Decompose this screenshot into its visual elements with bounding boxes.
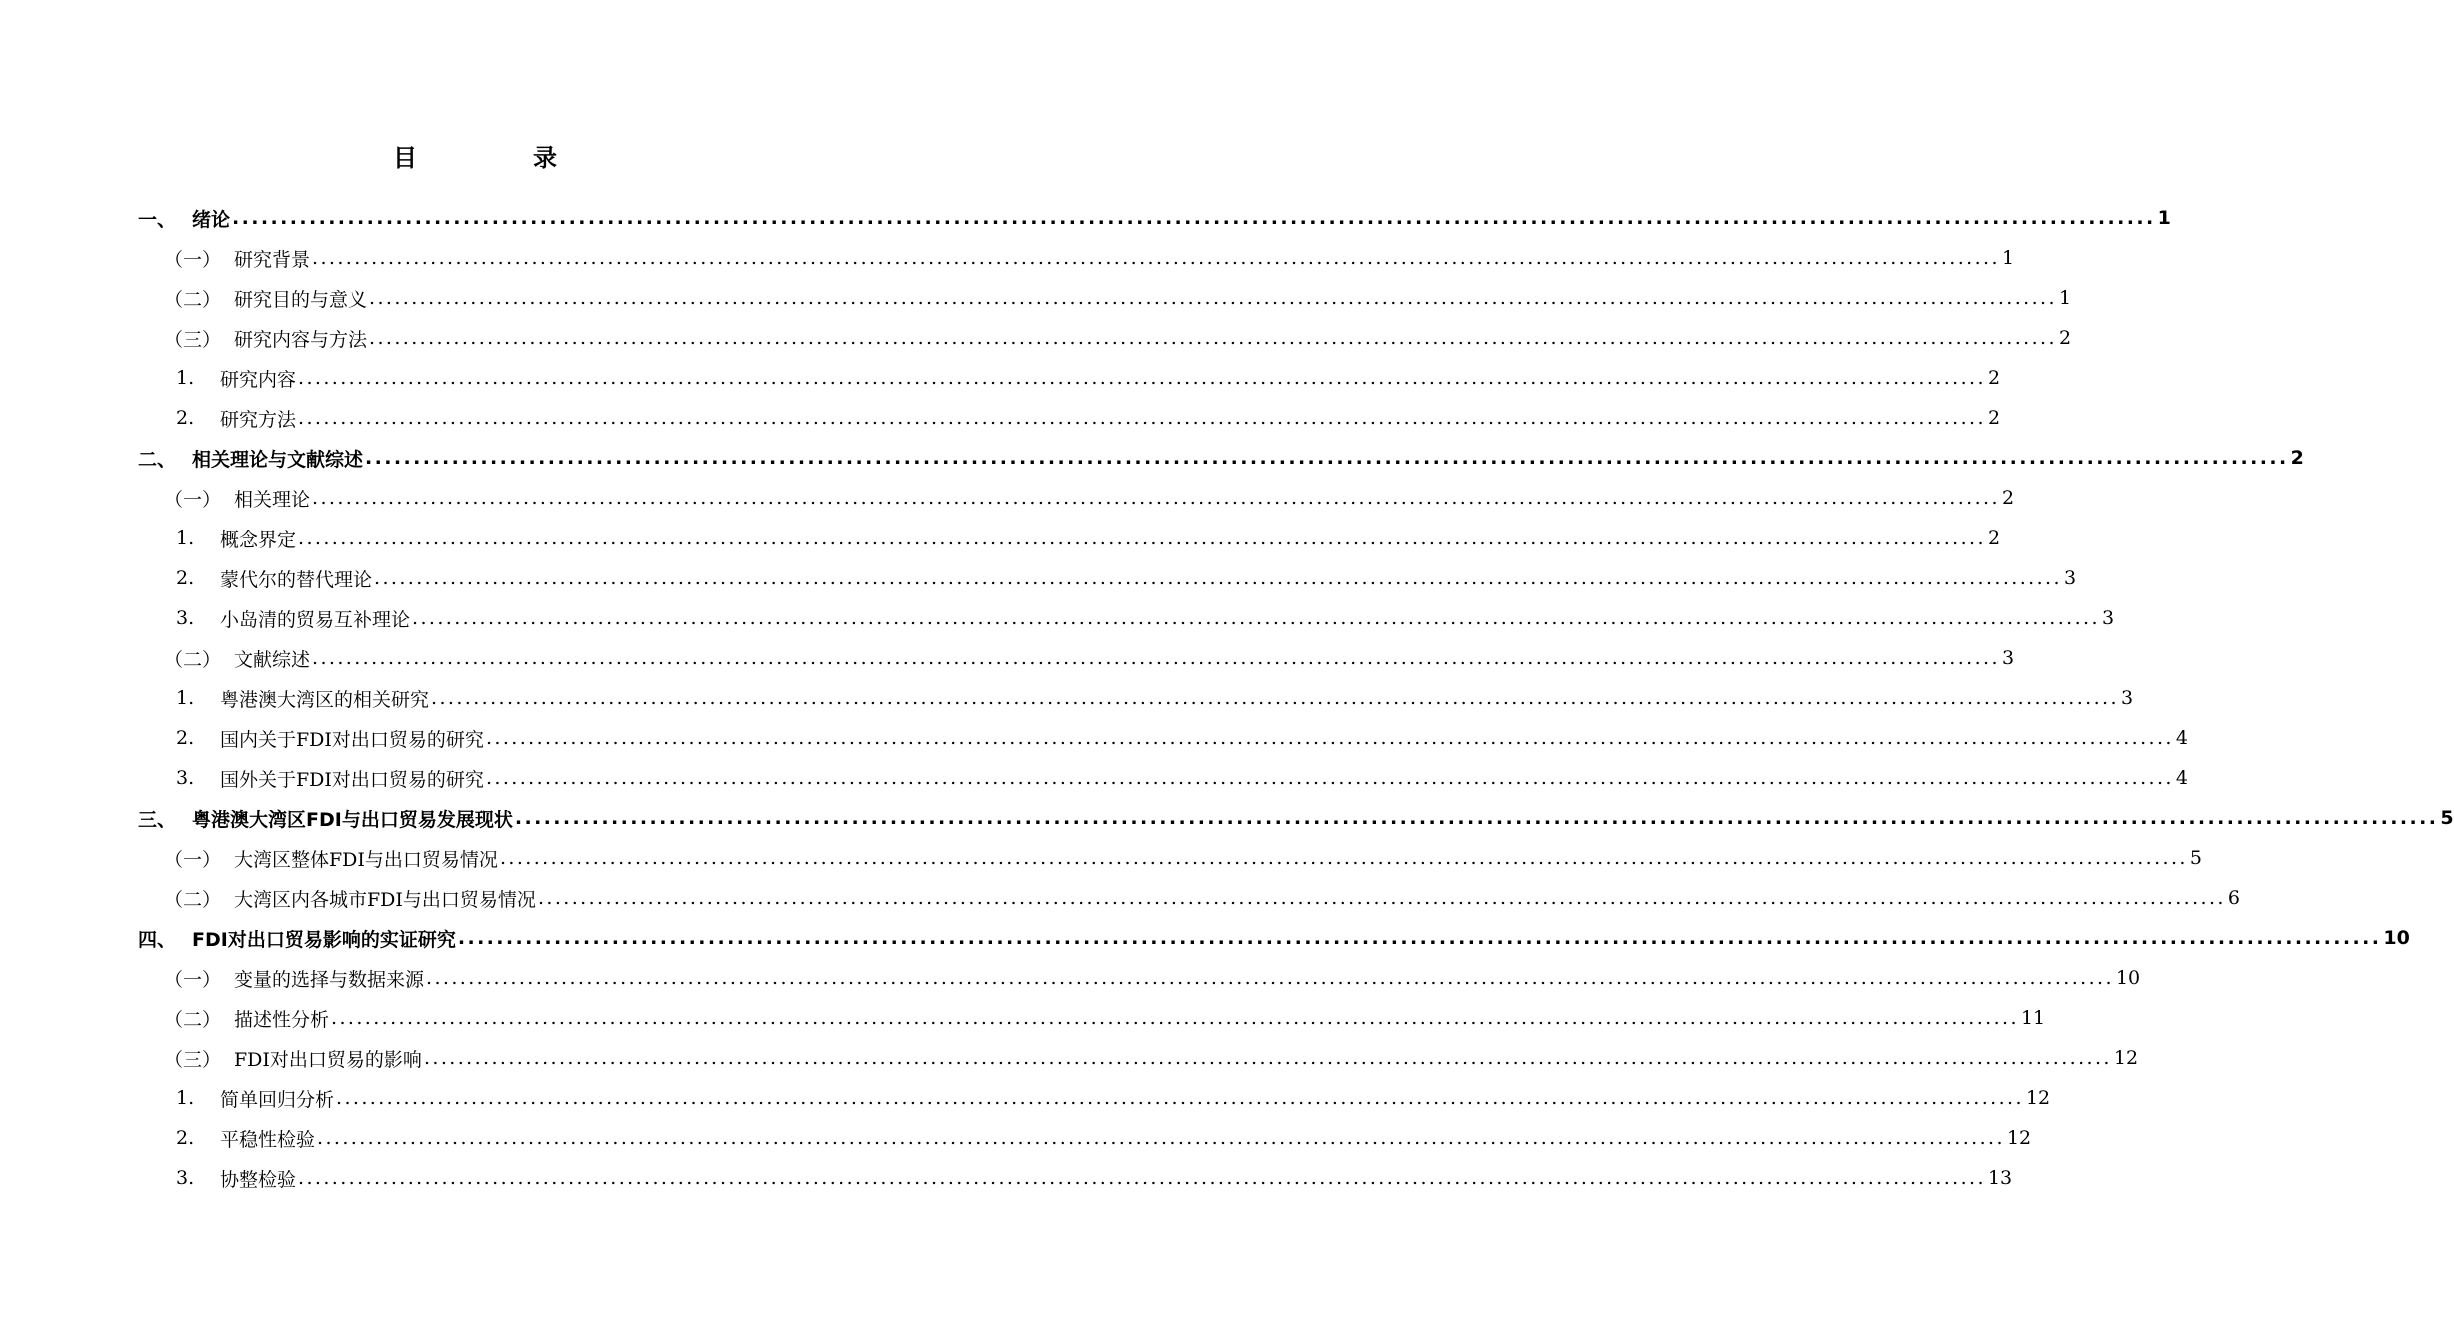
toc-entry-title: 文献综述 — [234, 648, 311, 671]
toc-entry[interactable] — [138, 878, 2240, 918]
toc-leader-dots: ........................................................................................................................................................................................................ — [369, 287, 2057, 309]
toc-entry-page: 12 — [2006, 1127, 2032, 1149]
toc-entry-title: 研究内容与方法 — [234, 328, 368, 351]
toc-entry-number: （一） — [164, 968, 222, 991]
toc-entry-number: （二） — [164, 288, 222, 311]
toc-leader-dots: ........................................................................................................................................................................................................ — [365, 447, 2289, 469]
toc-entry[interactable] — [138, 1038, 2139, 1078]
toc-entry[interactable] — [138, 238, 2015, 278]
toc-entry-number: 1. — [176, 1087, 195, 1109]
toc-leader-dots: ........................................................................................................................................................................................................ — [369, 327, 2057, 349]
toc-entry[interactable] — [138, 1118, 2032, 1158]
toc-entry[interactable] — [138, 838, 2202, 878]
toc-entry-title: 研究内容 — [220, 368, 297, 391]
toc-entry-number: 2. — [176, 567, 195, 589]
toc-entry[interactable] — [138, 958, 2141, 998]
toc-leader-dots: ........................................................................................................................................................................................................ — [499, 847, 2188, 869]
toc-leader-dots: ........................................................................................................................................................................................................ — [537, 887, 2226, 909]
toc-entry-title: 平稳性检验 — [220, 1128, 316, 1151]
toc-entry[interactable] — [138, 678, 2134, 718]
toc-entry[interactable] — [138, 798, 2454, 838]
toc-leader-dots: ........................................................................................................................................................................................................ — [336, 1087, 2024, 1109]
toc-leader-dots: ........................................................................................................................................................................................................ — [423, 1047, 2112, 1069]
toc-entry[interactable] — [138, 478, 2015, 518]
toc-entry-page: 5 — [2440, 807, 2454, 829]
toc-entry-page: 10 — [2115, 967, 2141, 989]
toc-entry-number: 一、 — [138, 208, 177, 231]
toc-entry[interactable] — [138, 758, 2188, 798]
toc-title: 目 录 — [393, 144, 603, 172]
toc-entry-number: 1. — [176, 687, 195, 709]
toc-entry-page: 2 — [2058, 327, 2072, 349]
toc-entry[interactable] — [138, 1158, 2013, 1198]
toc-entry-number: （一） — [164, 248, 222, 271]
toc-entry-page: 3 — [2001, 647, 2015, 669]
toc-entry[interactable] — [138, 438, 2304, 478]
toc-entry-title: 国内关于FDI对出口贸易的研究 — [220, 728, 484, 751]
toc-entry-title: FDI对出口贸易的影响 — [234, 1048, 422, 1071]
toc-entry-number: 3. — [176, 767, 195, 789]
toc-leader-dots: ........................................................................................................................................................................................................ — [485, 727, 2174, 749]
toc-entry-title: 粤港澳大湾区的相关研究 — [220, 688, 430, 711]
toc-leader-dots: ........................................................................................................................................................................................................ — [374, 567, 2062, 589]
toc-entry-title: 协整检验 — [220, 1168, 297, 1191]
toc-entry-number: （二） — [164, 1008, 222, 1031]
toc-entry-title: 研究方法 — [220, 408, 297, 431]
toc-entry[interactable] — [138, 918, 2410, 958]
toc-entry-page: 12 — [2113, 1047, 2139, 1069]
toc-leader-dots: ........................................................................................................................................................................................................ — [412, 607, 2100, 629]
toc-entry-page: 6 — [2227, 887, 2240, 909]
toc-entry-number: 3. — [176, 1167, 195, 1189]
table-of-contents — [138, 198, 2454, 1198]
toc-entry-page: 3 — [2101, 607, 2115, 629]
toc-entry[interactable] — [138, 318, 2072, 358]
toc-entry-number: 2. — [176, 727, 195, 749]
toc-entry-number: （三） — [164, 1048, 222, 1071]
toc-entry-title: 大湾区整体FDI与出口贸易情况 — [234, 848, 498, 871]
toc-entry-page: 1 — [2157, 207, 2171, 229]
toc-entry-number: 2. — [176, 1127, 195, 1149]
toc-entry-number: 3. — [176, 607, 195, 629]
toc-entry-page: 1 — [2058, 287, 2072, 309]
toc-leader-dots: ........................................................................................................................................................................................................ — [298, 527, 1986, 549]
toc-entry-page: 11 — [2020, 1007, 2046, 1029]
toc-entry-page: 2 — [1987, 367, 2001, 389]
toc-entry-number: （一） — [164, 848, 222, 871]
toc-leader-dots: ........................................................................................................................................................................................................ — [298, 407, 1986, 429]
toc-entry-number: 1. — [176, 527, 195, 549]
toc-leader-dots: ........................................................................................................................................................................................................ — [232, 207, 2156, 229]
toc-entry-number: （二） — [164, 648, 222, 671]
toc-leader-dots: ........................................................................................................................................................................................................ — [431, 687, 2119, 709]
toc-entry[interactable] — [138, 638, 2015, 678]
toc-entry-number: 四、 — [138, 928, 177, 951]
toc-entry[interactable] — [138, 278, 2072, 318]
toc-entry-number: （一） — [164, 488, 222, 511]
toc-entry[interactable] — [138, 598, 2115, 638]
toc-entry-title: 简单回归分析 — [220, 1088, 335, 1111]
toc-entry-page: 2 — [1987, 527, 2001, 549]
toc-entry-page: 2 — [1987, 407, 2001, 429]
toc-entry-page: 3 — [2120, 687, 2134, 709]
toc-entry[interactable] — [138, 718, 2188, 758]
toc-leader-dots: ........................................................................................................................................................................................................ — [514, 807, 2439, 829]
toc-leader-dots: ........................................................................................................................................................................................................ — [485, 767, 2174, 789]
toc-entry-number: 2. — [176, 407, 195, 429]
toc-entry-page: 3 — [2063, 567, 2077, 589]
toc-leader-dots: ........................................................................................................................................................................................................ — [317, 1127, 2005, 1149]
toc-entry-page: 10 — [2383, 927, 2410, 949]
toc-entry-page: 2 — [2290, 447, 2304, 469]
toc-entry[interactable] — [138, 198, 2171, 238]
toc-entry-title: 绪论 — [192, 208, 231, 231]
toc-entry-title: 国外关于FDI对出口贸易的研究 — [220, 768, 484, 791]
toc-entry[interactable] — [138, 1078, 2051, 1118]
toc-entry[interactable] — [138, 398, 2001, 438]
toc-leader-dots: ........................................................................................................................................................................................................ — [331, 1007, 2019, 1029]
toc-leader-dots: ........................................................................................................................................................................................................ — [298, 1167, 1986, 1189]
toc-entry-title: 蒙代尔的替代理论 — [220, 568, 373, 591]
toc-entry-number: （三） — [164, 328, 222, 351]
toc-entry-title: 相关理论与文献综述 — [192, 448, 364, 471]
toc-entry[interactable] — [138, 998, 2046, 1038]
toc-entry[interactable] — [138, 518, 2001, 558]
toc-entry-title: FDI对出口贸易影响的实证研究 — [192, 928, 456, 951]
toc-entry-number: 三、 — [138, 808, 177, 831]
toc-entry-number: （二） — [164, 888, 222, 911]
toc-leader-dots: ........................................................................................................................................................................................................ — [312, 487, 2000, 509]
toc-entry-title: 研究背景 — [234, 248, 311, 271]
toc-entry-page: 13 — [1987, 1167, 2013, 1189]
toc-entry[interactable] — [138, 358, 2001, 398]
toc-entry-title: 变量的选择与数据来源 — [234, 968, 425, 991]
toc-entry-page: 5 — [2189, 847, 2202, 869]
toc-entry-page: 12 — [2025, 1087, 2051, 1109]
toc-entry-number: 1. — [176, 367, 195, 389]
toc-leader-dots: ........................................................................................................................................................................................................ — [298, 367, 1986, 389]
toc-leader-dots: ........................................................................................................................................................................................................ — [312, 647, 2000, 669]
toc-entry-title: 描述性分析 — [234, 1008, 330, 1031]
toc-entry-title: 概念界定 — [220, 528, 297, 551]
toc-leader-dots: ........................................................................................................................................................................................................ — [312, 247, 2000, 269]
toc-entry-title: 小岛清的贸易互补理论 — [220, 608, 411, 631]
toc-entry[interactable] — [138, 558, 2077, 598]
toc-entry-title: 相关理论 — [234, 488, 311, 511]
toc-leader-dots: ........................................................................................................................................................................................................ — [426, 967, 2114, 989]
toc-leader-dots: ........................................................................................................................................................................................................ — [457, 927, 2382, 949]
toc-entry-page: 1 — [2001, 247, 2015, 269]
toc-entry-title: 研究目的与意义 — [234, 288, 368, 311]
toc-entry-page: 4 — [2175, 767, 2188, 789]
toc-entry-number: 二、 — [138, 448, 177, 471]
toc-entry-page: 4 — [2175, 727, 2188, 749]
toc-entry-page: 2 — [2001, 487, 2015, 509]
toc-entry-title: 粤港澳大湾区FDI与出口贸易发展现状 — [192, 808, 513, 831]
toc-entry-title: 大湾区内各城市FDI与出口贸易情况 — [234, 888, 536, 911]
